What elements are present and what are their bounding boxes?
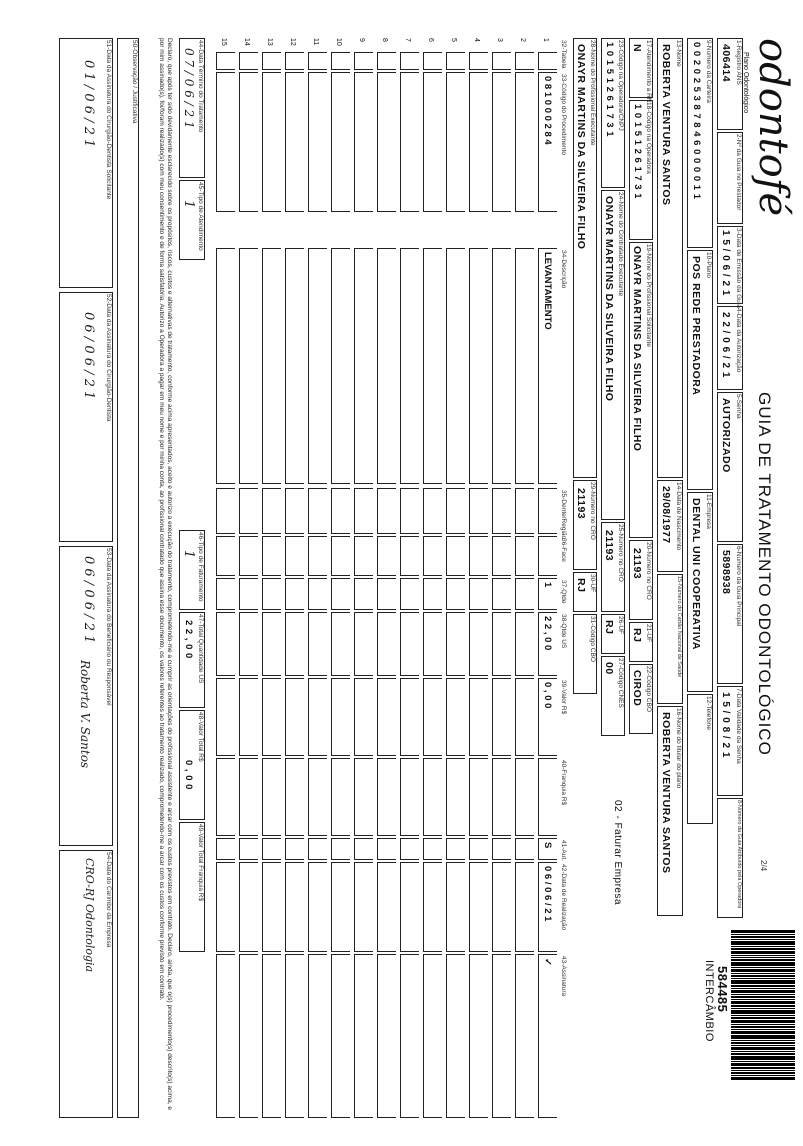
procedure-cell-codigo	[216, 72, 235, 212]
procedure-cell-franquia	[538, 758, 557, 836]
cns-label: 15-Número do Cartão Nacional de Saúde	[676, 576, 682, 678]
senha-value: AUTORIZADO	[720, 398, 732, 473]
form-title: GUIA DE TRATAMENTO ODONTOLÓGICO	[755, 392, 774, 756]
procedure-cell-qtde	[262, 578, 281, 610]
procedure-cell-qtde	[469, 578, 488, 610]
procedure-cell-valor	[308, 678, 327, 756]
codigo-exec-value: 1 0 1 5 1 2 6 1 7 3 1	[604, 42, 615, 138]
procedure-cell-tabela	[469, 52, 488, 70]
plano-label: 10-Plano	[705, 252, 712, 279]
procedure-cell-codigo	[400, 72, 419, 212]
procedure-cell-face	[446, 536, 465, 576]
procedure-cell-data	[239, 862, 258, 952]
procedure-cell-num: 5	[450, 38, 457, 42]
procedure-cell-data	[400, 862, 419, 952]
tipo-atendimento-value: 1	[181, 200, 196, 209]
procedure-cell-ass	[239, 954, 258, 1118]
uf-solicitante-value: RJ	[631, 628, 643, 643]
procedure-cell-qtde_us	[262, 612, 281, 676]
procedure-cell-dente	[515, 488, 534, 534]
procedure-cell-face	[331, 536, 350, 576]
nome-label: 13-Nome	[675, 40, 682, 67]
cro-exec-label: 25-Número no CRO	[617, 524, 624, 582]
procedure-cell-qtde	[423, 578, 442, 610]
procedure-cell-aut	[285, 838, 304, 860]
procedure-cell-data	[262, 862, 281, 952]
codigo-operadora-label: 18-Código na Operadora	[645, 102, 652, 174]
logo-subtitle: Plano Odontológico	[742, 52, 749, 114]
stamp-signature: CRO-RJ Odontologia	[83, 858, 96, 973]
procedure-cell-franquia	[216, 758, 235, 836]
cnes-value: 00	[603, 662, 615, 675]
procedure-cell-face	[538, 536, 557, 576]
procedure-cell-face	[262, 536, 281, 576]
cro-exec2-value: 21193	[575, 488, 587, 520]
sig3-label: 53-Data da Assinatura do Beneficiário ou Responsável	[105, 548, 112, 706]
procedure-cell-qtde	[239, 578, 258, 610]
procedure-cell-descricao	[469, 248, 488, 484]
procedure-cell-descricao	[262, 248, 281, 484]
procedure-cell-valor	[331, 678, 350, 756]
valor-total-label: 48-Valor Total R$	[197, 712, 204, 762]
procedure-cell-valor	[400, 678, 419, 756]
procedure-cell-face	[216, 536, 235, 576]
cro-exec-value: 21193	[603, 530, 615, 562]
data-autorizacao-label: 4-Data da Autorização	[735, 308, 742, 373]
procedure-cell-dente	[538, 488, 557, 534]
procedure-cell-descricao	[492, 248, 511, 484]
procedure-cell-dente	[446, 488, 465, 534]
procedure-cell-data	[377, 862, 396, 952]
procedure-cell-franquia	[492, 758, 511, 836]
procedure-cell-descricao	[239, 248, 258, 484]
procedure-cell-dente	[331, 488, 350, 534]
tipo-faturamento-value: 1	[181, 550, 196, 559]
procedure-cell-data	[216, 862, 235, 952]
procedure-cell-dente	[308, 488, 327, 534]
procedure-cell-aut	[492, 838, 511, 860]
procedure-cell-num: 4	[473, 38, 480, 42]
procedure-cell-valor	[423, 678, 442, 756]
procedure-cell-aut	[308, 838, 327, 860]
procedure-cell-codigo	[377, 72, 396, 212]
procedure-cell-valor	[239, 678, 258, 756]
procedure-cell-qtde	[285, 578, 304, 610]
procedure-cell-tabela	[377, 52, 396, 70]
procedure-cell-franquia	[354, 758, 373, 836]
procedure-cell-num: 2	[519, 38, 526, 42]
cro-solicitante-value: 21193	[631, 548, 643, 580]
procedure-cell-aut	[377, 838, 396, 860]
procedure-cell-valor	[492, 678, 511, 756]
data-termino-label: 44-Data Término do Tratamento	[197, 40, 204, 133]
odontofe-logo: odontofé	[750, 38, 796, 217]
procedure-cell-descricao	[216, 248, 235, 484]
procedure-cell-aut	[446, 838, 465, 860]
procedure-cell-dente	[400, 488, 419, 534]
prof-solicitante-label: 19-Nome do Profissional Solicitante	[645, 244, 652, 347]
titular-label: 16-Nome do titular do plano	[675, 708, 682, 789]
observacao-label: 50-Observação / Justificativa	[131, 40, 138, 124]
procedure-cell-descricao	[446, 248, 465, 484]
col-data-header: 42-Data de Realização	[560, 864, 567, 931]
procedure-cell-franquia	[262, 758, 281, 836]
procedure-cell-tabela	[285, 52, 304, 70]
procedure-cell-qtde	[515, 578, 534, 610]
procedure-cell-qtde_us	[400, 612, 419, 676]
procedure-cell-franquia	[377, 758, 396, 836]
prof-solicitante-value: ONAYR MARTINS DA SILVEIRA FILHO	[631, 246, 643, 452]
titular-value: ROBERTA VENTURA SANTOS	[660, 712, 672, 874]
procedure-cell-franquia	[423, 758, 442, 836]
procedure-cell-valor	[285, 678, 304, 756]
procedure-cell-ass	[262, 954, 281, 1118]
procedure-cell-qtde_us	[308, 612, 327, 676]
col-dente-header: 35-Dente/Região	[560, 490, 567, 540]
col-codigo-header: 33-Código do Procedimento	[560, 74, 567, 155]
declaration-text: Declaro, que após ter sido devidamente esclarecido sobre os propósitos, riscos, custos e alternativas de tratamento, conforme acima apresentados, aceito e autorizo a execução do tratamento, comprometendo-me a cumprir as orientações do profissional assistente e arcar com os custos previstos em contrato. Declaro, ainda, que o(s) procedimento(s) descrito(s) acima, e por mim assinado(s), foi/foram realizado(s) com meu consentimento e de forma satisfatória. Autorizo a Operadora a pagar em meu nome e por minha conta, ao profissional contratado que assina esse documento, os valores referentes ao tratamento realizado, comprometendo-me a arcar com os custos conforme previsto em contrato.	[158, 38, 173, 1110]
cnes-label: 27-Código CNES	[617, 658, 624, 708]
procedure-cell-ass	[285, 954, 304, 1118]
procedure-cell-data	[492, 862, 511, 952]
procedure-cell-face	[492, 536, 511, 576]
procedure-cell-tabela	[515, 52, 534, 70]
procedure-cell-qtde	[492, 578, 511, 610]
rn-label: 17-Atendimento a RN	[645, 40, 652, 103]
procedure-cell-codigo	[308, 72, 327, 212]
prof-exec-value: ONAYR MARTINS DA SILVEIRA FILHO	[575, 44, 587, 250]
procedure-cell-aut	[239, 838, 258, 860]
procedure-cell-qtde_us	[423, 612, 442, 676]
uf-solicitante-label: 21-UF	[645, 624, 652, 643]
procedure-cell-data	[515, 862, 534, 952]
sig2-label: 52-Data da Assinatura do Cirurgião-Dentista	[105, 294, 112, 422]
data-termino-value: 0 7 / 0 6 / 2 1	[182, 48, 196, 129]
procedure-cell-aut	[354, 838, 373, 860]
validade-value: 1 5 / 0 8 / 2 1	[720, 692, 731, 758]
procedure-cell-qtde_us	[354, 612, 373, 676]
procedure-cell-tabela	[538, 52, 557, 70]
guia-prestador-label: 2-Nº da Guia no Prestador	[735, 134, 742, 211]
validade-label: 7-Data Validade da Senha	[735, 688, 742, 764]
procedure-cell-ass: ✓	[538, 954, 557, 1118]
procedure-cell-qtde_us	[239, 612, 258, 676]
procedure-cell-codigo	[515, 72, 534, 212]
procedure-cell-tabela	[216, 52, 235, 70]
procedure-cell-data: 0 6 / 0 6 / 2 1	[538, 862, 557, 952]
procedure-cell-face	[423, 536, 442, 576]
empresa-value: DENTAL UNI COOPERATIVA	[690, 498, 702, 650]
procedure-cell-codigo	[239, 72, 258, 212]
procedure-cell-num: 10	[335, 38, 342, 46]
procedure-cell-aut: S	[538, 838, 557, 860]
procedure-cell-qtde	[354, 578, 373, 610]
procedure-cell-num: 8	[381, 38, 388, 42]
nascimento-value: 29/08/1977	[660, 486, 672, 544]
valor-franquia-label: 49-Valor Total Franquia R$	[197, 824, 204, 902]
procedure-cell-qtde_us	[216, 612, 235, 676]
tipo-atendimento-label: 45-Tipo de Atendimento	[197, 182, 204, 251]
procedure-cell-franquia	[331, 758, 350, 836]
procedure-cell-ass	[423, 954, 442, 1118]
guide-number: 584485	[715, 966, 730, 1013]
procedure-cell-tabela	[354, 52, 373, 70]
procedure-cell-dente	[239, 488, 258, 534]
procedure-cell-dente	[469, 488, 488, 534]
procedure-cell-valor: 0 , 0 0	[538, 678, 557, 756]
procedure-cell-face	[469, 536, 488, 576]
procedure-cell-face	[400, 536, 419, 576]
procedure-cell-face	[239, 536, 258, 576]
procedure-cell-aut	[469, 838, 488, 860]
sig4-label: 54-Data do Carimbo da Empresa	[105, 852, 112, 948]
col-qtde-header: 37-Qtde	[560, 580, 567, 604]
procedure-cell-qtde	[308, 578, 327, 610]
procedure-cell-qtde_us: 2 2 , 0 0	[538, 612, 557, 676]
col-aut-header: 41-Aut.	[560, 840, 567, 861]
procedure-cell-data	[331, 862, 350, 952]
procedure-cell-franquia	[308, 758, 327, 836]
procedure-cell-valor	[515, 678, 534, 756]
procedure-cell-codigo	[354, 72, 373, 212]
valor-total-value: 0 , 0 0	[183, 760, 194, 790]
procedure-cell-data	[354, 862, 373, 952]
procedure-cell-qtde_us	[469, 612, 488, 676]
uf-exec-label: 26-UF	[617, 616, 624, 635]
procedure-cell-descricao	[308, 248, 327, 484]
procedure-cell-qtde_us	[331, 612, 350, 676]
procedure-cell-aut	[400, 838, 419, 860]
procedure-cell-tabela	[239, 52, 258, 70]
procedure-cell-dente	[354, 488, 373, 534]
procedure-cell-ass	[446, 954, 465, 1118]
procedure-cell-dente	[377, 488, 396, 534]
procedure-cell-descricao	[354, 248, 373, 484]
procedure-cell-qtde	[400, 578, 419, 610]
col-face-header: 36-Face	[560, 538, 567, 562]
contratado-exec-label: 24-Nome do Contratado Executante	[617, 192, 624, 297]
procedure-cell-aut	[423, 838, 442, 860]
plano-value: POS REDE PRESTADORA	[690, 256, 702, 396]
procedure-cell-codigo	[423, 72, 442, 212]
guia-principal-value: 5898938	[720, 550, 732, 595]
procedure-cell-franquia	[446, 758, 465, 836]
procedure-cell-data	[423, 862, 442, 952]
procedure-cell-valor	[377, 678, 396, 756]
nascimento-label: 14-Data de Nascimento	[675, 482, 682, 551]
col-tabela-header: 32-Tabela	[560, 40, 567, 69]
sig1-label: 51-Data da Assinatura do Cirurgião-Dentista Solicitante	[105, 40, 112, 200]
procedure-cell-descricao: LEVANTAMENTO	[538, 248, 557, 484]
procedure-cell-face	[308, 536, 327, 576]
col-qtdeus-header: 38-Qtde US	[560, 614, 567, 649]
carteira-value: 0 0 2 0 2 5 3 8 7 8 4 6 0 0 0 0 1 1	[691, 42, 702, 200]
procedure-cell-valor	[216, 678, 235, 756]
procedure-cell-tabela	[492, 52, 511, 70]
procedure-cell-franquia	[285, 758, 304, 836]
procedure-cell-num: 7	[404, 38, 411, 42]
procedure-cell-ass	[216, 954, 235, 1118]
procedure-cell-descricao	[377, 248, 396, 484]
procedure-cell-dente	[216, 488, 235, 534]
procedure-cell-descricao	[285, 248, 304, 484]
procedure-cell-ass	[331, 954, 350, 1118]
data-emissao-value: 1 5 / 0 6 / 2 1	[720, 230, 731, 296]
cbo-solicitante-label: 22-Código CBO	[645, 666, 652, 712]
data-autorizacao-value: 2 2 / 0 6 / 2 1	[720, 312, 731, 378]
procedure-cell-descricao	[515, 248, 534, 484]
procedure-cell-aut	[515, 838, 534, 860]
contratado-exec-value: ONAYR MARTINS DA SILVEIRA FILHO	[603, 196, 615, 402]
procedure-cell-aut	[262, 838, 281, 860]
procedure-cell-franquia	[515, 758, 534, 836]
col-valor-header: 39-Valor R$	[560, 680, 567, 715]
rn-value: N	[631, 44, 643, 53]
procedure-cell-tabela	[446, 52, 465, 70]
procedure-cell-qtde	[216, 578, 235, 610]
uf-exec2-label: 30-UF	[589, 574, 596, 593]
tipo-faturamento-label: 46-Tipo de Faturamento	[197, 532, 204, 602]
procedure-cell-num: 9	[358, 38, 365, 42]
procedure-cell-codigo	[262, 72, 281, 212]
procedure-cell-tabela	[308, 52, 327, 70]
telefone-label: 12-Telefone	[705, 696, 712, 730]
registro-ans-value: 406414	[720, 44, 732, 83]
procedure-cell-num: 11	[312, 38, 319, 46]
procedure-cell-tabela	[400, 52, 419, 70]
procedure-cell-valor	[354, 678, 373, 756]
procedure-cell-qtde_us	[515, 612, 534, 676]
uf-exec-value: RJ	[603, 620, 615, 635]
procedure-cell-data	[308, 862, 327, 952]
procedure-cell-dente	[262, 488, 281, 534]
procedure-cell-face	[285, 536, 304, 576]
procedure-cell-franquia	[469, 758, 488, 836]
procedure-cell-qtde_us	[492, 612, 511, 676]
procedure-cell-tabela	[262, 52, 281, 70]
procedure-cell-num: 13	[266, 38, 273, 46]
uf-exec2-value: RJ	[575, 578, 587, 593]
procedure-cell-ass	[354, 954, 373, 1118]
guia-principal-label: 6-Número da Guia Principal	[735, 546, 742, 627]
carteira-label: 9-Número da Carteira	[705, 40, 712, 103]
empresa-label: 11-Empresa	[705, 494, 712, 529]
procedure-cell-ass	[308, 954, 327, 1118]
procedure-cell-tabela	[331, 52, 350, 70]
procedure-cell-descricao	[400, 248, 419, 484]
registro-ans-label: 1-Registro ANS	[735, 40, 742, 85]
procedure-cell-aut	[216, 838, 235, 860]
procedure-cell-qtde_us	[377, 612, 396, 676]
faturamento-note: 02 - Faturar Empresa	[612, 800, 623, 906]
procedure-cell-num: 15	[220, 38, 227, 46]
procedure-cell-dente	[492, 488, 511, 534]
procedure-cell-face	[354, 536, 373, 576]
nome-value: ROBERTA VENTURA SANTOS	[660, 44, 672, 206]
cro-exec2-label: 29-Número no CRO	[589, 482, 596, 540]
codigo-exec-label: 23-Código na Operadora/CNPJ	[617, 40, 624, 131]
procedure-cell-codigo	[331, 72, 350, 212]
procedure-cell-qtde_us	[446, 612, 465, 676]
procedure-cell-codigo	[469, 72, 488, 212]
senha-label: 5-Senha	[735, 394, 742, 419]
observacao-box	[117, 38, 139, 1118]
procedure-cell-ass	[400, 954, 419, 1118]
data-emissao-label: 3-Data de Emissão da Guia	[735, 228, 742, 308]
procedure-cell-face	[377, 536, 396, 576]
procedure-cell-qtde	[446, 578, 465, 610]
codigo-operadora-value: 1 0 1 5 1 2 6 1 7 3 1	[632, 104, 643, 200]
guia-operadora-label: 8-Número da Guia Atribuído pela Operadora	[736, 800, 742, 909]
sig1-value: 0 1 / 0 6 / 2 1	[81, 60, 96, 148]
procedure-cell-franquia	[239, 758, 258, 836]
sig3-value: 0 6 / 0 6 / 2 1	[81, 556, 96, 644]
procedure-cell-dente	[285, 488, 304, 534]
procedure-cell-valor	[262, 678, 281, 756]
total-us-label: 47-Total Quantidade US	[197, 614, 204, 684]
procedure-cell-ass	[469, 954, 488, 1118]
procedure-cell-ass	[515, 954, 534, 1118]
col-franquia-header: 40-Franquia R$	[560, 760, 567, 806]
procedure-cell-qtde_us	[285, 612, 304, 676]
cro-solicitante-label: 20-Número no CRO	[645, 542, 652, 600]
total-us-value: 2 2 , 0 0	[183, 620, 194, 659]
prof-exec-label: 28-Nome do Profissional Executante	[589, 40, 596, 146]
procedure-cell-aut	[331, 838, 350, 860]
procedure-cell-qtde	[377, 578, 396, 610]
barcode	[731, 930, 795, 1081]
procedure-cell-codigo: 0 8 1 0 0 0 2 8 4	[538, 72, 557, 212]
procedure-cell-data	[446, 862, 465, 952]
page-marker: 2/4	[759, 860, 768, 872]
procedure-cell-data	[469, 862, 488, 952]
guide-type: INTERCÂMBIO	[703, 960, 715, 1042]
procedure-cell-face	[515, 536, 534, 576]
procedure-cell-valor	[446, 678, 465, 756]
sig2-value: 0 6 / 0 6 / 2 1	[81, 312, 96, 400]
procedure-cell-valor	[469, 678, 488, 756]
procedure-cell-data	[285, 862, 304, 952]
procedure-cell-codigo	[492, 72, 511, 212]
cbo-solicitante-value: CIROD	[631, 670, 643, 707]
procedure-cell-qtde: 1	[538, 578, 557, 610]
procedure-cell-descricao	[423, 248, 442, 484]
procedure-cell-num: 3	[496, 38, 503, 42]
cbo-exec-label: 31-Código CBO	[589, 616, 596, 662]
procedure-cell-ass	[492, 954, 511, 1118]
procedure-cell-codigo	[446, 72, 465, 212]
col-ass-header: 43-Assinatura	[560, 956, 567, 997]
procedure-cell-descricao	[331, 248, 350, 484]
procedure-cell-num: 6	[427, 38, 434, 42]
procedure-cell-ass	[377, 954, 396, 1118]
procedure-cell-codigo	[285, 72, 304, 212]
col-descricao-header: 34-Descrição	[560, 250, 567, 289]
procedure-cell-dente	[423, 488, 442, 534]
procedure-cell-tabela	[423, 52, 442, 70]
procedure-cell-num: 12	[289, 38, 296, 46]
sig3-signature: Roberta V. Santos	[78, 660, 92, 769]
procedure-cell-franquia	[400, 758, 419, 836]
procedure-cell-num: 1	[542, 38, 549, 42]
procedure-cell-num: 14	[243, 38, 250, 46]
procedure-cell-qtde	[331, 578, 350, 610]
